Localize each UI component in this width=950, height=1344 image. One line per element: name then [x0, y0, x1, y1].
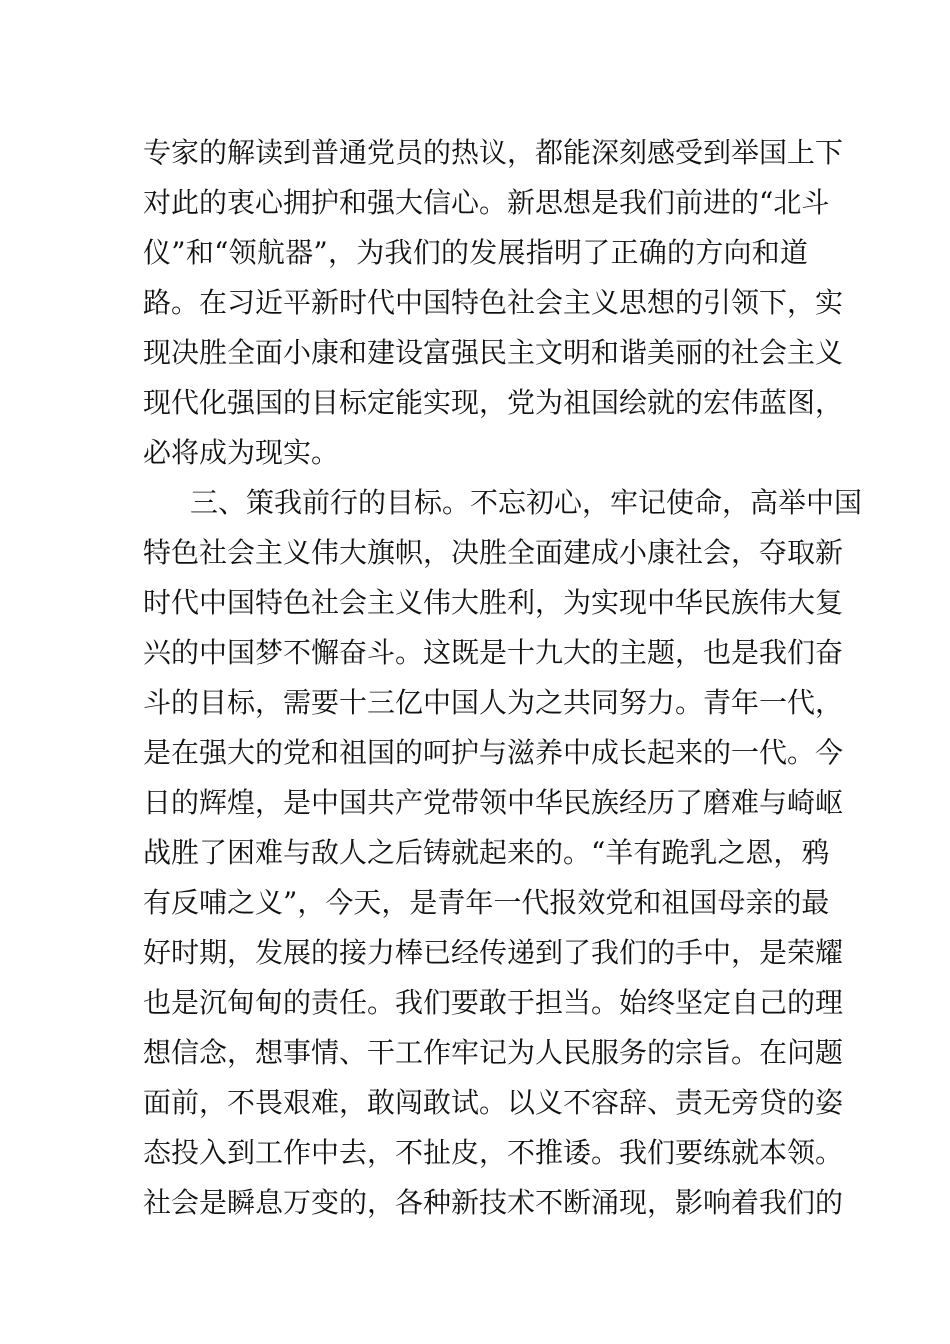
text-line: 兴的中国梦不懈奋斗。这既是十九大的主题，也是我们奋	[143, 636, 844, 669]
text-line: 专家的解读到普通党员的热议，都能深刻感受到举国上下	[143, 136, 844, 169]
text-line: 仪”和“领航器”，为我们的发展指明了正确的方向和道	[143, 236, 808, 269]
text-line: 面前，不畏艰难，敢闯敢试。以义不容辞、责无旁贷的姿	[143, 1086, 844, 1119]
text-line: 斗的目标，需要十三亿中国人为之共同努力。青年一代，	[143, 686, 844, 719]
paragraph-start-line: 三、策我前行的目标。不忘初心，牢记使命，高举中国	[190, 486, 863, 519]
text-line: 有反哺之义”，今天，是青年一代报效党和祖国母亲的最	[143, 886, 830, 919]
text-line: 想信念，想事情、干工作牢记为人民服务的宗旨。在问题	[143, 1036, 844, 1069]
text-line: 路。在习近平新时代中国特色社会主义思想的引领下，实	[143, 286, 844, 319]
text-line: 社会是瞬息万变的，各种新技术不断涌现，影响着我们的	[143, 1186, 844, 1219]
text-line: 是在强大的党和祖国的呵护与滋养中成长起来的一代。今	[143, 736, 844, 769]
text-line: 必将成为现实。	[143, 436, 340, 469]
text-line: 态投入到工作中去，不扯皮，不推诿。我们要练就本领。	[143, 1136, 844, 1169]
text-line: 时代中国特色社会主义伟大胜利，为实现中华民族伟大复	[143, 586, 844, 619]
text-line: 现代化强国的目标定能实现，党为祖国绘就的宏伟蓝图，	[143, 386, 844, 419]
text-line: 对此的衷心拥护和强大信心。新思想是我们前进的“北斗	[143, 186, 830, 219]
text-line: 日的辉煌，是中国共产党带领中华民族经历了磨难与崎岖	[143, 786, 844, 819]
text-line: 也是沉甸甸的责任。我们要敢于担当。始终坚定自己的理	[143, 986, 844, 1019]
text-line: 现决胜全面小康和建设富强民主文明和谐美丽的社会主义	[143, 336, 844, 369]
text-line: 特色社会主义伟大旗帜，决胜全面建成小康社会，夺取新	[143, 536, 844, 569]
text-line: 好时期，发展的接力棒已经传递到了我们的手中，是荣耀	[143, 936, 844, 969]
text-line: 战胜了困难与敌人之后铸就起来的。“羊有跪乳之恩，鸦	[143, 836, 830, 869]
